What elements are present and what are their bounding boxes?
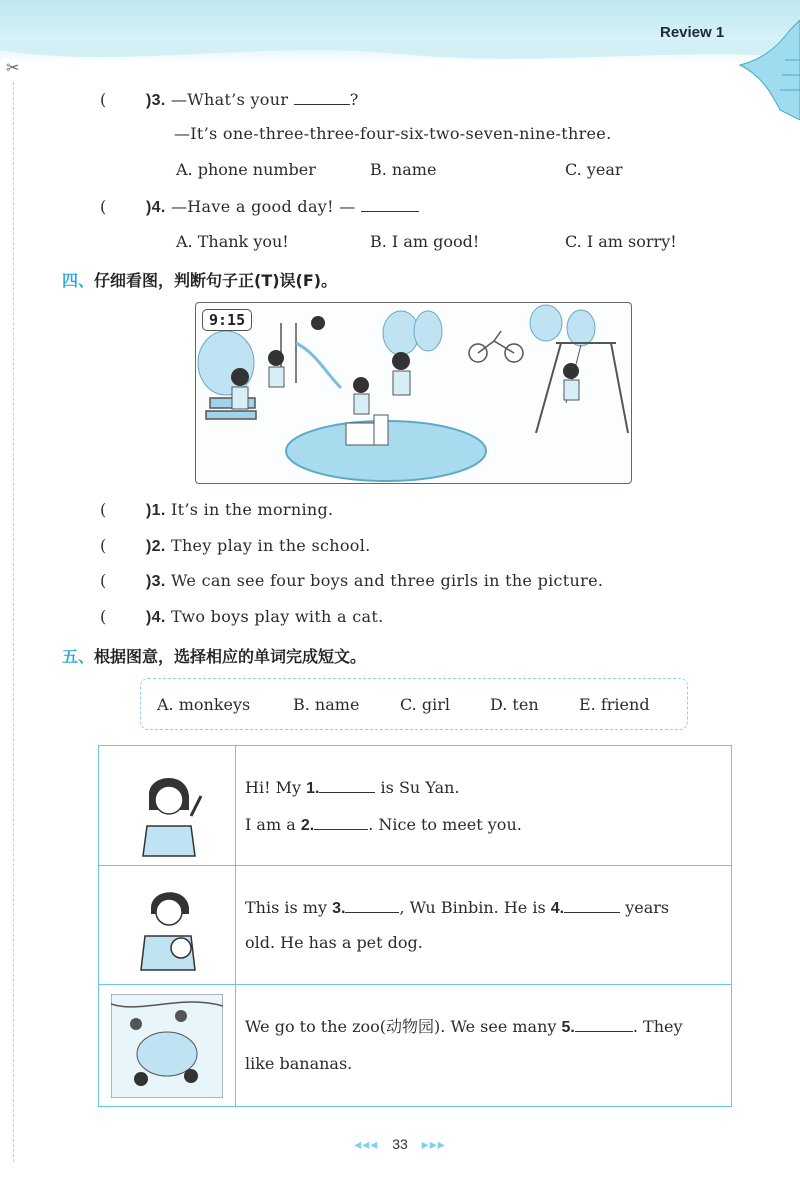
- answer-blank[interactable]: [575, 1019, 633, 1032]
- option-a: A. phone number: [176, 160, 316, 179]
- passage-line: We go to the zoo(动物园). We see many 5. . They: [245, 1017, 683, 1036]
- answer-blank[interactable]: [345, 900, 399, 913]
- question-3-reply: —It’s one-three-three-four-six-two-seven-nine-three.: [174, 124, 612, 143]
- answer-blank[interactable]: [314, 817, 368, 830]
- passage-line: This is my 3. , Wu Binbin. He is 4. years: [245, 898, 670, 917]
- section-4-title: 四、仔细看图，判断句子正(T)误(F)。: [62, 271, 338, 290]
- arrows-left-icon: ◂◂◂: [354, 1136, 379, 1152]
- option-a: A. Thank you!: [176, 232, 289, 251]
- option-b: B. I am good!: [370, 232, 480, 251]
- roof-decoration-icon: [730, 20, 800, 120]
- statement-3: )3. We can see four boys and three girls in the picture.: [146, 571, 604, 590]
- word-option: A. monkeys: [157, 695, 251, 714]
- answer-paren: (: [100, 571, 107, 590]
- section-5-title: 五、根据图意，选择相应的单词完成短文。: [62, 647, 367, 666]
- banner-wave: [0, 40, 800, 80]
- question-3: )3. —What’s your ?: [146, 90, 359, 109]
- word-option: C. girl: [400, 695, 450, 714]
- option-b: B. name: [370, 160, 437, 179]
- option-c: C. year: [565, 160, 623, 179]
- statement-4: )4. Two boys play with a cat.: [146, 607, 384, 626]
- park-scene-image: [196, 303, 631, 483]
- word-option: B. name: [293, 695, 360, 714]
- passage-line: like bananas.: [245, 1054, 353, 1073]
- boy-with-dog-image: [131, 880, 211, 972]
- arrows-right-icon: ▸▸▸: [421, 1136, 446, 1152]
- park-illustration: [195, 302, 632, 484]
- answer-blank[interactable]: [564, 900, 620, 913]
- passage-line: Hi! My 1. is Su Yan.: [245, 778, 460, 797]
- statement-1: )1. It’s in the morning.: [146, 500, 334, 519]
- girl-waving-image: [129, 766, 209, 858]
- passage-table: [98, 745, 732, 1107]
- page-number: 33: [392, 1136, 408, 1152]
- word-option: D. ten: [490, 695, 539, 714]
- option-c: C. I am sorry!: [565, 232, 677, 251]
- answer-paren: (: [100, 536, 107, 555]
- word-bank: [140, 678, 688, 730]
- word-option: E. friend: [579, 695, 650, 714]
- answer-blank[interactable]: [361, 199, 419, 212]
- answer-blank[interactable]: [294, 92, 350, 105]
- table-row-border: [99, 865, 731, 866]
- answer-paren: (: [100, 90, 107, 109]
- answer-paren: (: [100, 607, 107, 626]
- passage-line: I am a 2. . Nice to meet you.: [245, 815, 522, 834]
- passage-line: old. He has a pet dog.: [245, 933, 423, 952]
- review-label: Review 1: [660, 24, 725, 41]
- answer-paren: (: [100, 500, 107, 519]
- scissors-icon: ✂: [6, 58, 20, 77]
- page-footer: [0, 1136, 800, 1153]
- table-divider: [235, 746, 236, 1106]
- question-4: )4. —Have a good day! —: [146, 197, 419, 217]
- clock-label: 9:15: [202, 309, 252, 331]
- table-row-border: [99, 984, 731, 985]
- zoo-image: [111, 994, 223, 1098]
- statement-2: )2. They play in the school.: [146, 536, 371, 555]
- answer-blank[interactable]: [319, 780, 375, 793]
- answer-paren: (: [100, 197, 107, 216]
- cut-line: [13, 82, 14, 1162]
